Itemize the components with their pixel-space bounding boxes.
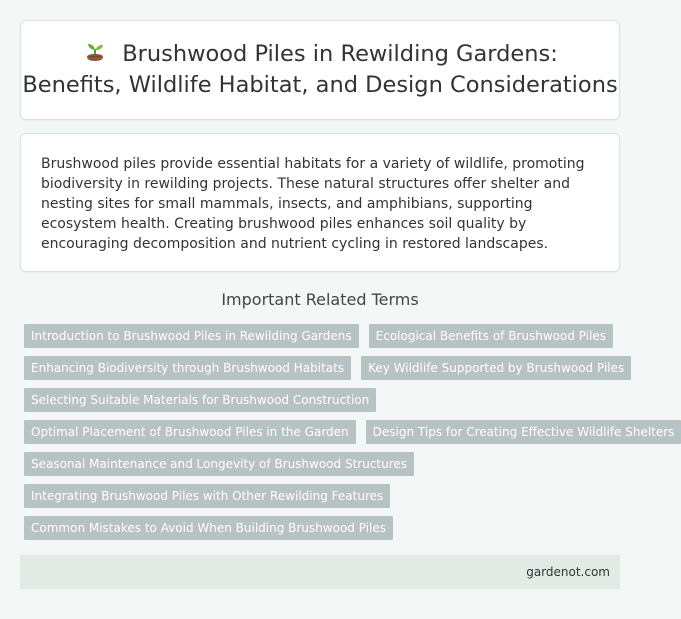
intro-card — [20, 133, 620, 272]
tag-link[interactable]: Common Mistakes to Avoid When Building Brushwood Piles — [24, 516, 393, 540]
intro-paragraph: Brushwood piles provide essential habitats for a variety of wildlife, promoting biodiversity in rewilding projects. These natural structures offer shelter and nesting sites for small mammals, insects, and amphibians, supporting ecosystem health. Creating brushwood piles enhances soil quality by encouraging decomposition and nutrient cycling in restored landscapes. — [41, 156, 585, 252]
tag-link[interactable]: Introduction to Brushwood Piles in Rewilding Gardens — [24, 324, 359, 348]
tag-link[interactable]: Ecological Benefits of Brushwood Piles — [369, 324, 613, 348]
tag-link[interactable]: Enhancing Biodiversity through Brushwood Habitats — [24, 356, 351, 380]
title-text-1: Brushwood Piles in Rewilding Gardens: — [122, 41, 558, 67]
title-card — [20, 20, 620, 120]
tag-link[interactable]: Seasonal Maintenance and Longevity of Brushwood Structures — [24, 452, 414, 476]
title-line-2: Benefits, Wildlife Habitat, and Design Considerations — [22, 72, 618, 98]
tag-row — [24, 452, 624, 476]
tag-row — [24, 356, 624, 380]
page-title — [22, 39, 617, 101]
tag-row — [24, 516, 624, 540]
tag-row — [24, 484, 624, 508]
tag-link[interactable]: Selecting Suitable Materials for Brushwood Construction — [24, 388, 376, 412]
footer — [20, 555, 620, 589]
footer-site-link[interactable]: gardenot.com — [526, 565, 610, 579]
title-line-1 — [22, 39, 617, 70]
tag-row — [24, 420, 675, 444]
tag-row — [24, 388, 624, 412]
tag-link[interactable]: Design Tips for Creating Effective Wildlife Shelters — [366, 420, 681, 444]
tag-link[interactable]: Key Wildlife Supported by Brushwood Piles — [361, 356, 631, 380]
tag-row — [24, 324, 624, 348]
tag-link[interactable]: Integrating Brushwood Piles with Other Rewilding Features — [24, 484, 390, 508]
related-terms-heading: Important Related Terms — [221, 290, 419, 309]
related-terms-list — [24, 324, 675, 548]
tag-link[interactable]: Optimal Placement of Brushwood Piles in the Garden — [24, 420, 356, 444]
sprout-icon — [82, 40, 108, 64]
